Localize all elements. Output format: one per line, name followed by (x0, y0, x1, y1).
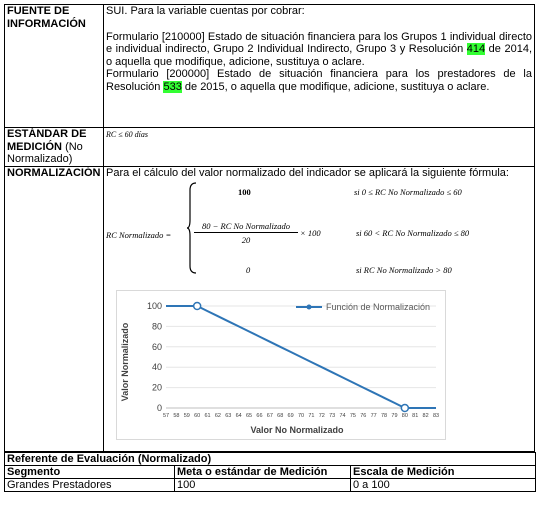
estandar-content (104, 128, 535, 167)
cell-escala: 0 a 100 (351, 479, 536, 492)
referente-title-row (5, 453, 536, 466)
x-tick-label: 83 (432, 412, 440, 419)
normalization-chart (106, 290, 532, 440)
normalizacion-label-text: NORMALIZACIÓN (7, 167, 101, 179)
formula-case2-den: 20 (241, 234, 251, 245)
x-tick-label: 67 (266, 412, 273, 419)
formula-case2-mult: × 100 (300, 227, 321, 238)
x-tick-label: 71 (308, 412, 315, 419)
row-normalizacion (5, 167, 535, 452)
normalizacion-label (5, 167, 104, 452)
data-point-marker (194, 302, 201, 309)
estandar-label (5, 128, 104, 167)
fuente-label (5, 5, 104, 128)
x-tick-label: 60 (194, 412, 201, 419)
x-tick-label: 69 (287, 412, 294, 419)
x-tick-label: 64 (235, 412, 242, 419)
highlight-533: 533 (163, 80, 182, 93)
normalizacion-intro: Para el cálculo del valor normalizado del indicador se aplicará la siguiente fórmula: (106, 167, 509, 179)
fuente-p1-a: Formulario [210000] Estado de situación financiera para los Grupos 1 individual directo e individual indirecto, Grupo 2 Individual Indirecto, Grupo 3 y Resolución (106, 30, 532, 55)
fuente-line1: SUI. Para la variable cuentas por cobrar: (106, 5, 305, 17)
x-tick-label: 73 (329, 412, 336, 419)
normalizacion-content (104, 167, 535, 452)
fuente-p1 (106, 31, 532, 69)
formula-case3-cond: si RC No Normalizado > 80 (356, 264, 452, 275)
fuente-p1-b: de 2014, o aquella que modifique, adicione, sustituya o aclare. (106, 43, 532, 68)
row-fuente (5, 5, 535, 128)
chart-svg (116, 290, 446, 440)
referente-data-row (5, 479, 536, 492)
x-tick-label: 77 (370, 412, 377, 419)
x-tick-label: 58 (173, 412, 180, 419)
formula-lhs: RC Normalizado = (106, 229, 172, 240)
normalization-formula (106, 180, 532, 290)
x-tick-label: 68 (277, 412, 284, 419)
x-tick-label: 78 (381, 412, 388, 419)
x-tick-label: 76 (360, 412, 367, 419)
legend-label: Función de Normalización (326, 301, 431, 312)
estandar-label-a: ESTÁNDAR DE MEDICIÓN (7, 128, 87, 153)
x-tick-label: 75 (349, 412, 356, 419)
x-tick-label: 62 (214, 412, 221, 419)
y-tick-label: 60 (151, 341, 162, 352)
y-tick-label: 0 (156, 402, 162, 413)
fuente-p2 (106, 68, 532, 93)
x-tick-label: 59 (183, 412, 190, 419)
x-axis-label: Valor No Normalizado (250, 424, 344, 435)
x-tick-label: 57 (162, 412, 170, 419)
legend-marker-icon (307, 304, 312, 309)
header-escala: Escala de Medición (351, 466, 536, 479)
referente-header-row (5, 466, 536, 479)
x-tick-label: 61 (204, 412, 211, 419)
x-tick-label: 81 (412, 412, 419, 419)
x-tick-label: 82 (422, 412, 429, 419)
x-tick-label: 65 (246, 412, 253, 419)
x-tick-label: 79 (391, 412, 398, 419)
y-tick-label: 100 (146, 300, 162, 311)
y-tick-label: 20 (151, 382, 162, 393)
x-tick-label: 80 (401, 412, 408, 419)
fuente-p2-b: de 2015, o aquella que modifique, adicione, sustituya o aclare. (181, 80, 490, 93)
x-tick-label: 74 (339, 412, 346, 419)
y-tick-label: 80 (151, 320, 162, 331)
formula-case2-cond: si 60 < RC No Normalizado ≤ 80 (356, 227, 470, 238)
y-axis-label: Valor Normalizado (120, 322, 130, 401)
data-point-marker (401, 404, 408, 411)
x-tick-label: 63 (225, 412, 232, 419)
fuente-content (104, 5, 535, 128)
row-estandar (5, 128, 535, 167)
estandar-value: RC ≤ 60 días (106, 130, 148, 139)
highlight-414: 414 (466, 43, 486, 55)
y-tick-label: 40 (151, 361, 162, 372)
header-meta: Meta o estándar de Medición (175, 466, 351, 479)
referente-table (4, 452, 536, 492)
x-tick-label: 72 (318, 412, 325, 419)
formula-case1-cond: si 0 ≤ RC No Normalizado ≤ 60 (354, 186, 462, 197)
x-tick-label: 70 (297, 412, 305, 419)
header-segmento: Segmento (5, 466, 175, 479)
indicator-table (4, 4, 535, 452)
formula-case3-value: 0 (246, 264, 251, 275)
formula-case1-value: 100 (238, 186, 251, 197)
fuente-label-text: FUENTE DE INFORMACIÓN (7, 5, 86, 30)
estandar-label-b: (No Normalizado) (7, 140, 83, 165)
referente-title: Referente de Evaluación (Normalizado) (5, 453, 536, 466)
formula-case2-num: 80 − RC No Normalizado (194, 220, 298, 234)
x-tick-label: 66 (256, 412, 263, 419)
cell-meta: 100 (175, 479, 351, 492)
cell-segmento: Grandes Prestadores (5, 479, 175, 492)
indicator-sheet (4, 4, 535, 492)
fuente-p2-a: Formulario [200000] Estado de situación financiera para los prestadores de la Resolución (106, 68, 532, 93)
